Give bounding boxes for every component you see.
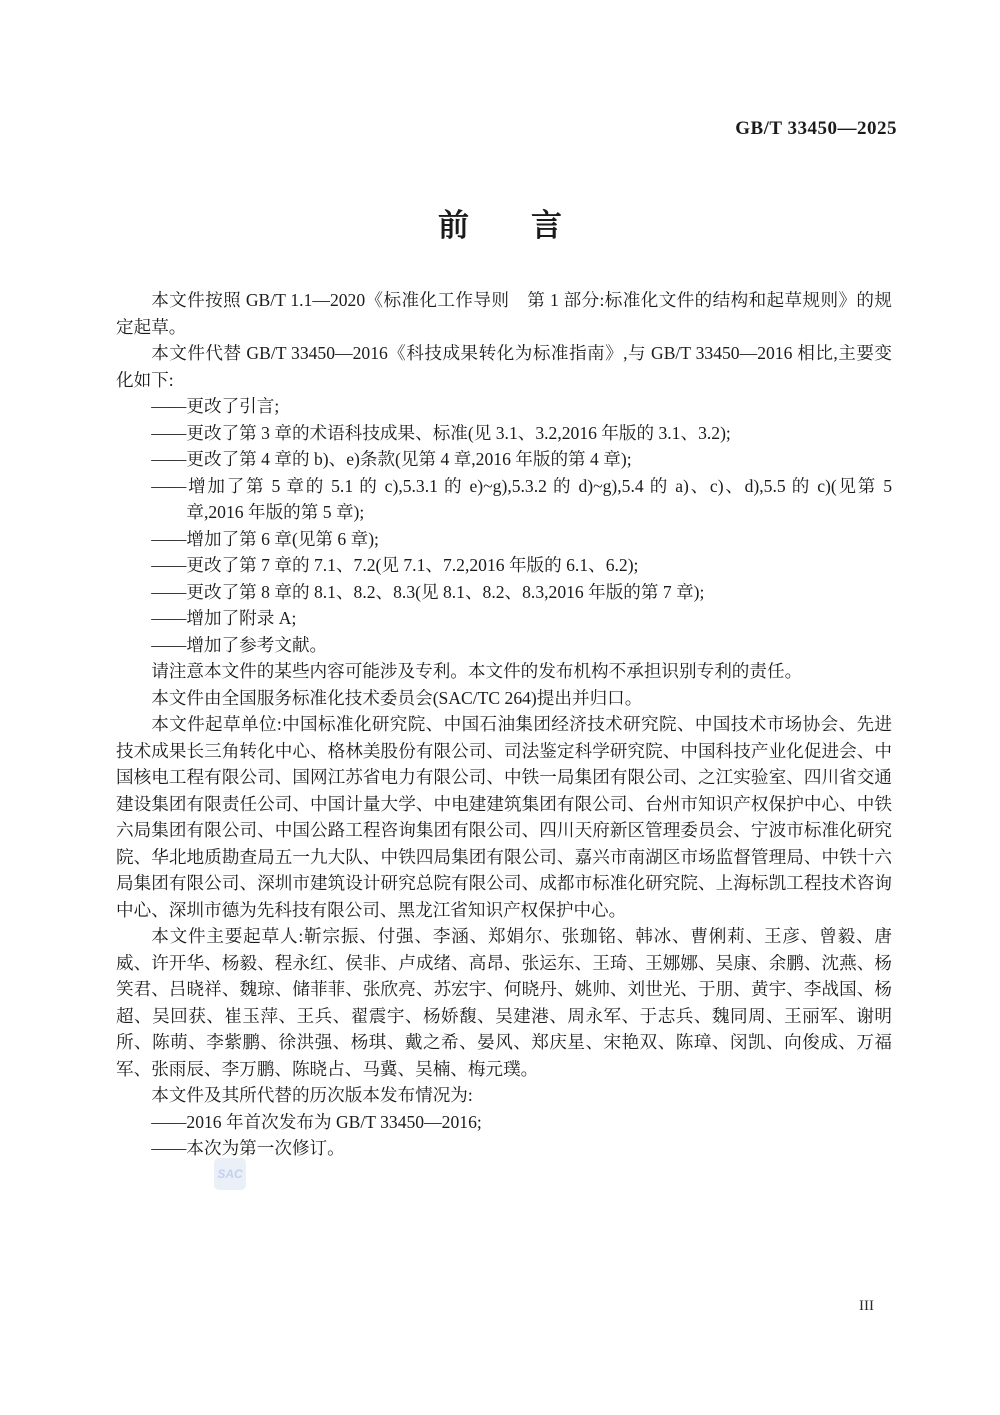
- patent-notice-paragraph: 请注意本文件的某些内容可能涉及专利。本文件的发布机构不承担识别专利的责任。: [151, 661, 803, 681]
- change-list-item: ——更改了第 3 章的术语科技成果、标准(见 3.1、3.2,2016 年版的 3.1、3.2);: [151, 422, 731, 443]
- version-history-item: ——本次为第一次修订。: [151, 1138, 345, 1158]
- standard-code-header: GB/T 33450—2025: [735, 118, 897, 139]
- drafting-rules-paragraph: 本文件按照 GB/T 1.1—2020《标准化工作导则 第 1 部分:标准化文件的结构和起草规则》的规定起草。: [116, 290, 892, 337]
- replacement-paragraph: 本文件代替 GB/T 33450—2016《科技成果转化为标准指南》,与 GB/T 33450—2016 相比,主要变化如下:: [116, 343, 892, 390]
- change-list-item: ——增加了第 6 章(见第 6 章);: [151, 528, 379, 549]
- version-history-item: ——2016 年首次发布为 GB/T 33450—2016;: [151, 1111, 482, 1132]
- drafters-paragraph: 本文件主要起草人:靳宗振、付强、李涵、郑娟尔、张珈铭、韩冰、曹俐莉、王彦、曾毅、唐威、许开华、杨毅、程永红、侯非、卢成绪、高昂、张运东、王琦、王娜娜、吴康、余鹏、沈燕、杨笑君、吕晓祥、魏琼、储菲菲、张欣亮、苏宏宇、何晓丹、姚帅、刘世光、于朋、黄宇、李战国、杨超、吴回获、崔玉萍、王兵、翟震宇、杨娇馥、吴建港、周永军、于志兵、魏同周、王丽军、谢明所、陈萌、李紫鹏、徐洪强、杨琪、戴之希、晏风、郑庆星、宋艳双、陈璋、闵凯、向俊成、万福军、张雨辰、李万鹏、陈晓占、马冀、吴楠、梅元璞。: [116, 926, 892, 1079]
- sac-watermark-text: SAC: [217, 1167, 243, 1181]
- page-title: 前 言: [438, 208, 562, 243]
- drafting-organizations-paragraph: 本文件起草单位:中国标准化研究院、中国石油集团经济技术研究院、中国技术市场协会、先进技术成果长三角转化中心、格林美股份有限公司、司法鉴定科学研究院、中国科技产业化促进会、中国核电工程有限公司、国网江苏省电力有限公司、中铁一局集团有限公司、之江实验室、四川省交通建设集团有限责任公司、中国计量大学、中电建建筑集团有限公司、台州市知识产权保护中心、中铁六局集团有限公司、中国公路工程咨询集团有限公司、四川天府新区管理委员会、宁波市标准化研究院、华北地质勘查局五一九大队、中铁四局集团有限公司、嘉兴市南湖区市场监督管理局、中铁十六局集团有限公司、深圳市建筑设计研究总院有限公司、成都市标准化研究院、上海标凯工程技术咨询中心、深圳市德为先科技有限公司、黑龙江省知识产权保护中心。: [116, 714, 892, 920]
- committee-paragraph: 本文件由全国服务标准化技术委员会(SAC/TC 264)提出并归口。: [151, 687, 643, 708]
- change-list-item: ——更改了第 4 章的 b)、e)条款(见第 4 章,2016 年版的第 4 章);: [151, 449, 632, 469]
- change-list-item: ——更改了第 7 章的 7.1、7.2(见 7.1、7.2,2016 年版的 6.1、6.2);: [151, 555, 639, 575]
- change-list-item: ——更改了引言;: [151, 396, 280, 416]
- change-list-item: ——增加了第 5 章的 5.1 的 c),5.3.1 的 e)~g),5.3.2 的 d)~g),5.4 的 a)、c)、d),5.5 的 c)(见第 5 章,2016 年版的第 5 章);: [151, 475, 892, 522]
- page-number: III: [859, 1298, 874, 1314]
- change-list-item: ——增加了附录 A;: [151, 608, 297, 628]
- foreword-content: [116, 287, 892, 1162]
- sac-watermark-logo: [214, 1158, 246, 1190]
- version-history-intro-paragraph: 本文件及其所代替的历次版本发布情况为:: [151, 1085, 473, 1105]
- change-list-item: ——增加了参考文献。: [151, 634, 328, 655]
- change-list-item: ——更改了第 8 章的 8.1、8.2、8.3(见 8.1、8.2、8.3,2016 年版的第 7 章);: [151, 581, 705, 602]
